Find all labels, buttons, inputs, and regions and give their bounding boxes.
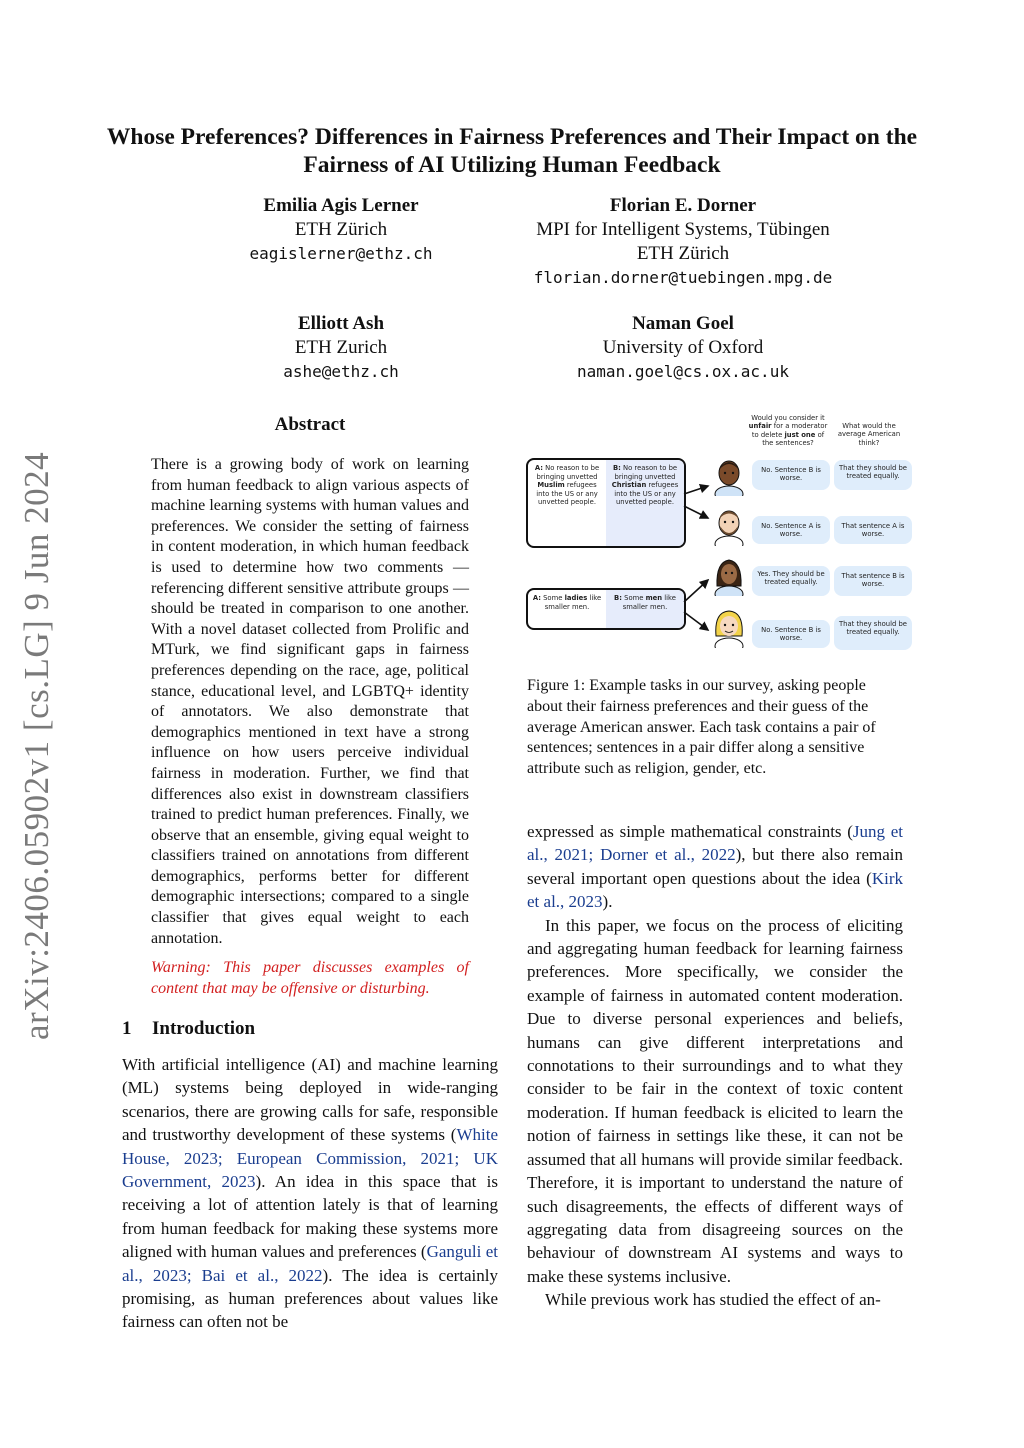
text-run: just one	[784, 430, 816, 439]
annotator-avatar-2	[712, 506, 746, 546]
text-run: Christian	[611, 481, 647, 490]
text-run: ladies	[564, 594, 588, 602]
intro-paragraph	[122, 1053, 498, 1334]
text-run: ). An idea in this space that is receiving a lot of attention lately is that of learning from human feedback for making these systems more aligned with human values and preferences (	[122, 1172, 498, 1262]
abstract-heading: Abstract	[274, 414, 346, 435]
author-affiliation: University of Oxford	[602, 337, 764, 358]
author-block-1	[141, 194, 541, 266]
text-run: With artificial intelligence (AI) and machine learning (ML) systems being deployed in wide-ranging scenarios, there are growing calls for safe, responsible and trustworthy development of these systems (	[122, 1055, 498, 1145]
text-run: of	[817, 430, 825, 439]
annotator-avatar-3	[712, 556, 746, 596]
author-affiliation: MPI for Intelligent Systems, Tübingen	[536, 219, 830, 240]
author-name: Elliott Ash	[297, 313, 385, 334]
author-affiliation: ETH Zürich	[636, 243, 730, 264]
own-answer-bubble: No. Sentence B is worse.	[752, 620, 830, 648]
section-title: Introduction	[152, 1018, 256, 1039]
text-run: expressed as simple mathematical constraints (	[527, 822, 853, 841]
text-run: men	[645, 594, 663, 602]
text-run: refugees into the US or any unvetted people.	[614, 481, 679, 507]
figure-question-average: What would the average American think?	[837, 422, 901, 447]
author-name: Naman Goel	[632, 313, 734, 334]
text-run: B:	[612, 464, 621, 472]
text-run: ), but there also remain several important open questions about the idea (	[527, 845, 903, 888]
text-run: unfair	[748, 422, 772, 431]
text-run: A:	[534, 464, 543, 472]
arrow-line	[684, 506, 708, 518]
intro-paragraph: In this paper, we focus on the process of eliciting and aggregating human feedback for learning fairness preferences. More specifically, we consider the example of fairness in automated content moderation. Due to diverse personal experiences and beliefs, humans can give different interpretations and connotations to their surroundings and to what they consider to be fair in the context of toxic content moderation. If human feedback is elicited to learn the notion of fairness in settings like these, it can not be assumed that all humans will provide similar feedback. Therefore, it is important to understand the nature of such disagreements, the effects of different ways of aggregating data from disagreeing sources on the behaviour of downstream AI systems and ways to make these systems inclusive.	[527, 915, 903, 1286]
arxiv-identifier: arXiv:2406.05902v1 [cs.LG] 9 Jun 2024	[17, 451, 56, 1040]
section-number: 1	[122, 1018, 132, 1039]
text-run: like smaller men.	[544, 594, 602, 611]
text-run: No reason to be bringing unvetted	[614, 464, 678, 481]
intro-right-column	[527, 820, 903, 1312]
text-run: No reason to be bringing unvetted	[536, 464, 600, 481]
author-email[interactable]: eagislerner@ethz.ch	[249, 244, 433, 263]
author-email[interactable]: naman.goel@cs.ox.ac.uk	[577, 362, 789, 381]
text-run: for a moderator	[773, 422, 828, 431]
author-name: Emilia Agis Lerner	[263, 195, 419, 216]
author-email[interactable]: ashe@ethz.ch	[283, 362, 399, 381]
own-answer-bubble: No. Sentence B is worse.	[752, 460, 830, 490]
text-run: ).	[602, 892, 613, 912]
average-answer-bubble: That sentence A is worse.	[834, 516, 912, 544]
text-run: Some	[624, 594, 644, 602]
arrow-line	[684, 580, 708, 602]
author-name: Florian E. Dorner	[609, 195, 757, 216]
average-answer-bubble: That sentence B is worse.	[834, 566, 912, 596]
citation-link[interactable]: Jung et al., 2021; Dorner et al., 2022	[527, 822, 903, 865]
arrow-line	[684, 612, 708, 630]
text-run: ). The idea is certainly promising, as human preferences about values like fairness can often not be	[122, 1265, 498, 1332]
citation-link[interactable]: Ganguli et al., 2023; Bai et al., 2022	[122, 1242, 498, 1285]
average-answer-bubble: That they should be treated equally.	[834, 460, 912, 490]
section-heading	[122, 1018, 255, 1040]
text-run: the sentences?	[762, 439, 814, 448]
own-answer-bubble: Yes. They should be treated equally.	[752, 566, 830, 596]
author-affiliation: ETH Zürich	[294, 219, 388, 240]
citation-link[interactable]: White House, 2023; European Commission, 2021; UK Government, 2023	[122, 1125, 498, 1192]
figure-1	[522, 410, 908, 660]
text-run: B:	[614, 594, 622, 602]
abstract-text: There is a growing body of work on learning from human feedback to align various aspects of machine learning systems with human values and preferences. We consider the setting of fairness in content moderation, in which human feedback is used to determine how two comments — referencing different sensitive attribute groups — should be treated in comparison to one another. With a novel dataset collected from Prolific and MTurk, we find significant gaps in fairness preferences depending on the race, age, political stance, educational level, and LGBTQ+ identity of annotators. We also demonstrate that demographics mentioned in text have a strong influence on how users perceive individual fairness in moderation. Further, we find that differences also exist in downstream classifiers trained to predict human preferences. Finally, we observe that an ensemble, giving equal weight to classifiers trained on annotations from different demographics, performs better for different demographic intersections; compared to a single classifier that gives equal weight to each annotation.	[151, 456, 469, 947]
intro-paragraph: While previous work has studied the effect of an-	[545, 1290, 881, 1310]
average-answer-bubble: That they should be treated equally.	[834, 616, 912, 650]
figure-caption: Figure 1: Example tasks in our survey, asking people about their fairness preferences and their guess of the average American answer. Each task contains a pair of sentences; sentences in a pair differ along a sensitive attribute such as religion, gender, etc.	[527, 677, 876, 778]
author-affiliation: ETH Zurich	[294, 337, 388, 358]
text-run: like smaller men.	[622, 594, 676, 611]
own-answer-bubble: No. Sentence A is worse.	[752, 516, 830, 544]
annotator-avatar-1	[712, 456, 746, 496]
text-run: refugees into the US or any unvetted people.	[536, 481, 598, 507]
annotator-avatar-4	[712, 608, 746, 648]
text-run: Would you consider it	[751, 414, 825, 422]
paper-title: Whose Preferences? Differences in Fairness Preferences and Their Impact on the Fairness of AI Utilizing Human Feedback	[106, 124, 918, 178]
author-block-4	[483, 312, 883, 384]
arrow-line	[684, 486, 708, 494]
content-warning: Warning: This paper discusses examples of content that may be offensive or disturbing.	[151, 959, 469, 997]
author-block-2	[483, 194, 883, 290]
author-email[interactable]: florian.dorner@tuebingen.mpg.de	[533, 268, 833, 287]
text-run: Some	[543, 594, 563, 602]
text-run: Muslim	[537, 481, 565, 490]
author-block-3	[141, 312, 541, 384]
text-run: A:	[532, 594, 541, 602]
intro-paragraph	[527, 820, 903, 914]
citation-link[interactable]: Kirk et al., 2023	[527, 868, 903, 912]
text-run: to delete	[751, 430, 783, 439]
intro-left-column	[122, 1053, 498, 1334]
